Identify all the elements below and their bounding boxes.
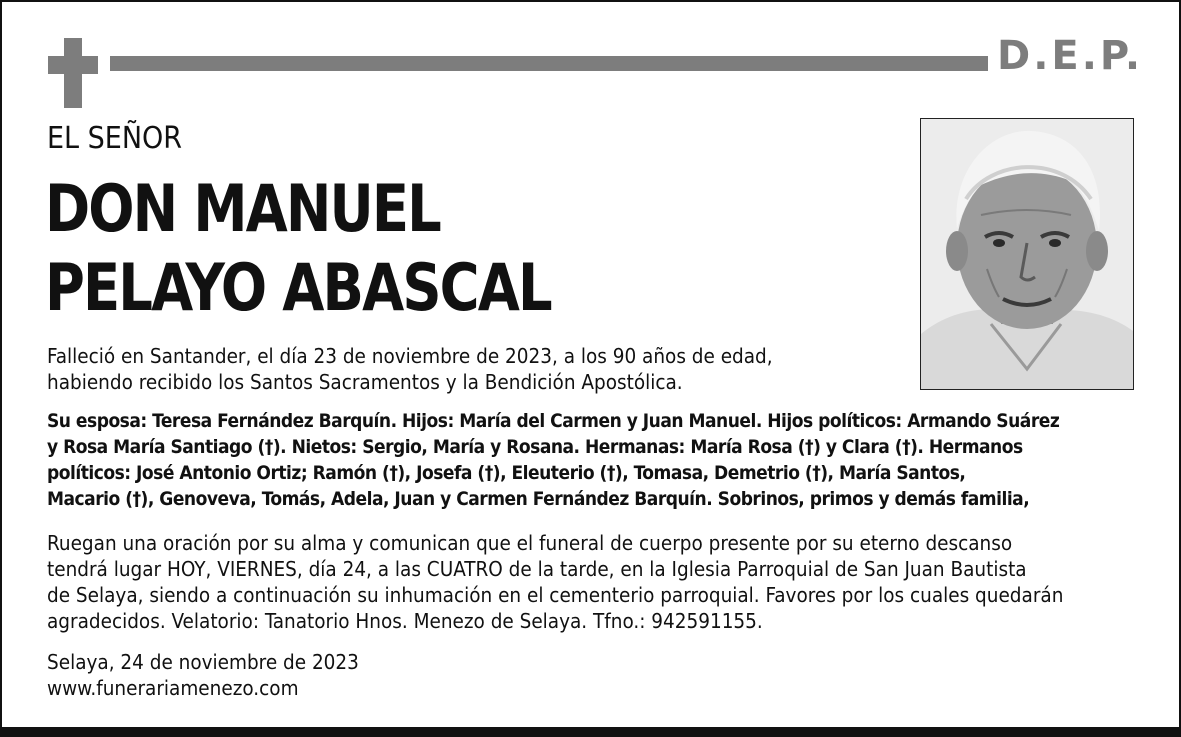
cross-horizontal-bar (48, 56, 98, 74)
title-prefix: EL SEÑOR (47, 121, 183, 156)
dep-label: D.E.P. (997, 33, 1144, 79)
latin-cross-icon (48, 38, 98, 108)
bottom-border (0, 727, 1181, 737)
deceased-line: habiendo recibido los Santos Sacramentos y la Bendición Apostólica. (47, 370, 683, 394)
deceased-name-line-1: DON MANUEL (45, 172, 440, 247)
website-link[interactable]: www.funerariamenezo.com (47, 676, 299, 700)
deceased-statement (47, 343, 1137, 395)
header-rule (110, 56, 988, 71)
family-line: Su esposa: Teresa Fernández Barquín. Hijos: María del Carmen y Juan Manuel. Hijos políticos: Armando Suárez (47, 410, 1060, 432)
family-line: políticos: José Antonio Ortiz; Ramón (†), Josefa (†), Eleuterio (†), Tomasa, Demetrio (†), María Santos, (47, 462, 966, 484)
funeral-line: de Selaya, siendo a continuación su inhumación en el cementerio parroquial. Favores por los cuales quedarán (47, 583, 1064, 607)
family-line: y Rosa María Santiago (†). Nietos: Sergio, María y Rosana. Hermanas: María Rosa (†) y Clara (†). Hermanos (47, 436, 1023, 458)
funeral-line: tendrá lugar HOY, VIERNES, día 24, a las CUATRO de la tarde, en la Iglesia Parroquial de San Juan Bautista (47, 557, 1027, 581)
footer (47, 649, 1137, 701)
family-list (47, 408, 1137, 512)
family-line: Macario (†), Genoveva, Tomás, Adela, Juan y Carmen Fernández Barquín. Sobrinos, primos y demás familia, (47, 488, 1030, 510)
funeral-announcement (47, 530, 1137, 634)
deceased-name-line-2: PELAYO ABASCAL (45, 251, 551, 326)
funeral-line: agradecidos. Velatorio: Tanatorio Hnos. Menezo de Selaya. Tfno.: 942591155. (47, 609, 763, 633)
deceased-line: Falleció en Santander, el día 23 de noviembre de 2023, a los 90 años de edad, (47, 344, 773, 368)
place-date: Selaya, 24 de noviembre de 2023 (47, 650, 359, 674)
funeral-line: Ruegan una oración por su alma y comunican que el funeral de cuerpo presente por su eterno descanso (47, 531, 1013, 555)
